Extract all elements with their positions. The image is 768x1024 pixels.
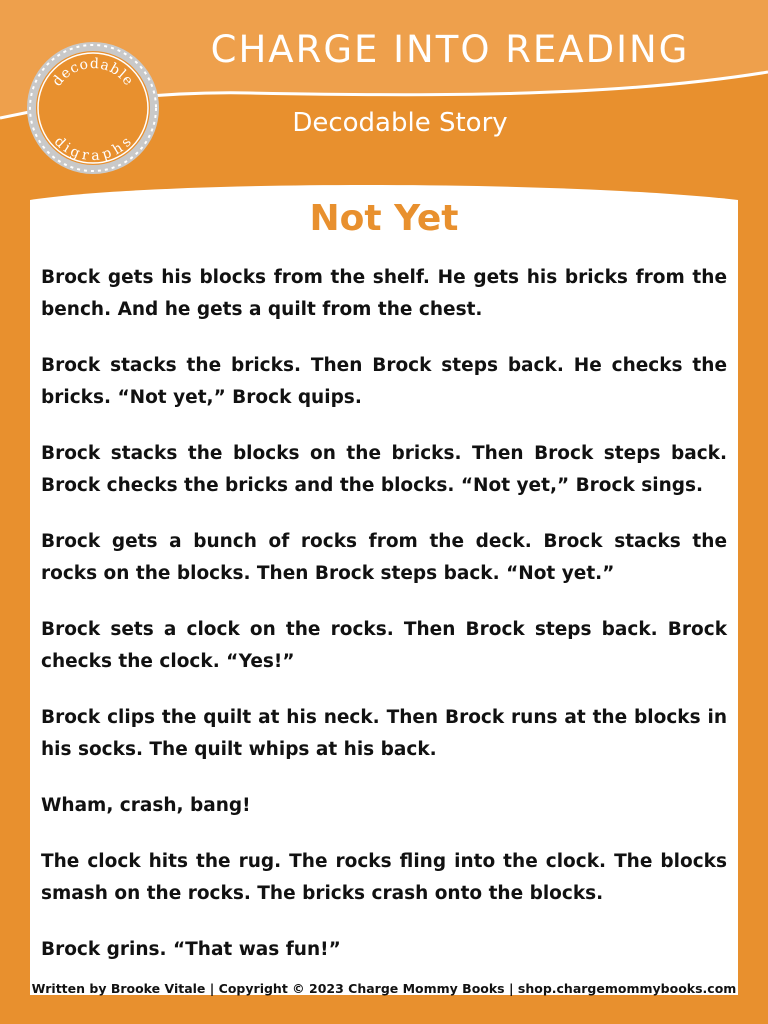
story-paragraph: Brock grins. “That was fun!” bbox=[41, 939, 341, 960]
badge-top-text: decodable bbox=[49, 55, 137, 90]
story-paragraph: Brock sets a clock on the rocks. Then Brock steps back. Brock checks the clock. “Yes!” bbox=[41, 619, 727, 672]
story-paragraph: The clock hits the rug. The rocks fling into the clock. The blocks smash on the rocks. The bricks crash onto the blocks. bbox=[41, 851, 727, 904]
story-body bbox=[41, 262, 727, 966]
footer-credit: Written by Brooke Vitale | Copyright © 2023 Charge Mommy Books | shop.chargemommybooks.com bbox=[31, 981, 737, 996]
story-paragraph: Brock clips the quilt at his neck. Then Brock runs at the blocks in his socks. The quilt whips at his back. bbox=[41, 707, 727, 760]
story-paragraph: Brock stacks the bricks. Then Brock steps back. He checks the bricks. “Not yet,” Brock quips. bbox=[41, 355, 727, 408]
series-title: CHARGE INTO READING bbox=[210, 28, 690, 71]
story-paragraph: Wham, crash, bang! bbox=[41, 795, 251, 816]
story-paragraph: Brock stacks the blocks on the bricks. Then Brock steps back. Brock checks the bricks and the blocks. “Not yet,” Brock sings. bbox=[41, 443, 727, 496]
story-paragraph: Brock gets his blocks from the shelf. He gets his bricks from the bench. And he gets a quilt from the chest. bbox=[41, 267, 727, 320]
series-subtitle: Decodable Story bbox=[292, 108, 508, 138]
badge-bottom-text: digraphs bbox=[50, 133, 136, 165]
decodable-digraphs-badge bbox=[25, 40, 161, 176]
story-title: Not Yet bbox=[309, 198, 459, 239]
story-paragraph: Brock gets a bunch of rocks from the deck. Brock stacks the rocks on the blocks. Then Brock steps back. “Not yet.” bbox=[41, 531, 727, 584]
